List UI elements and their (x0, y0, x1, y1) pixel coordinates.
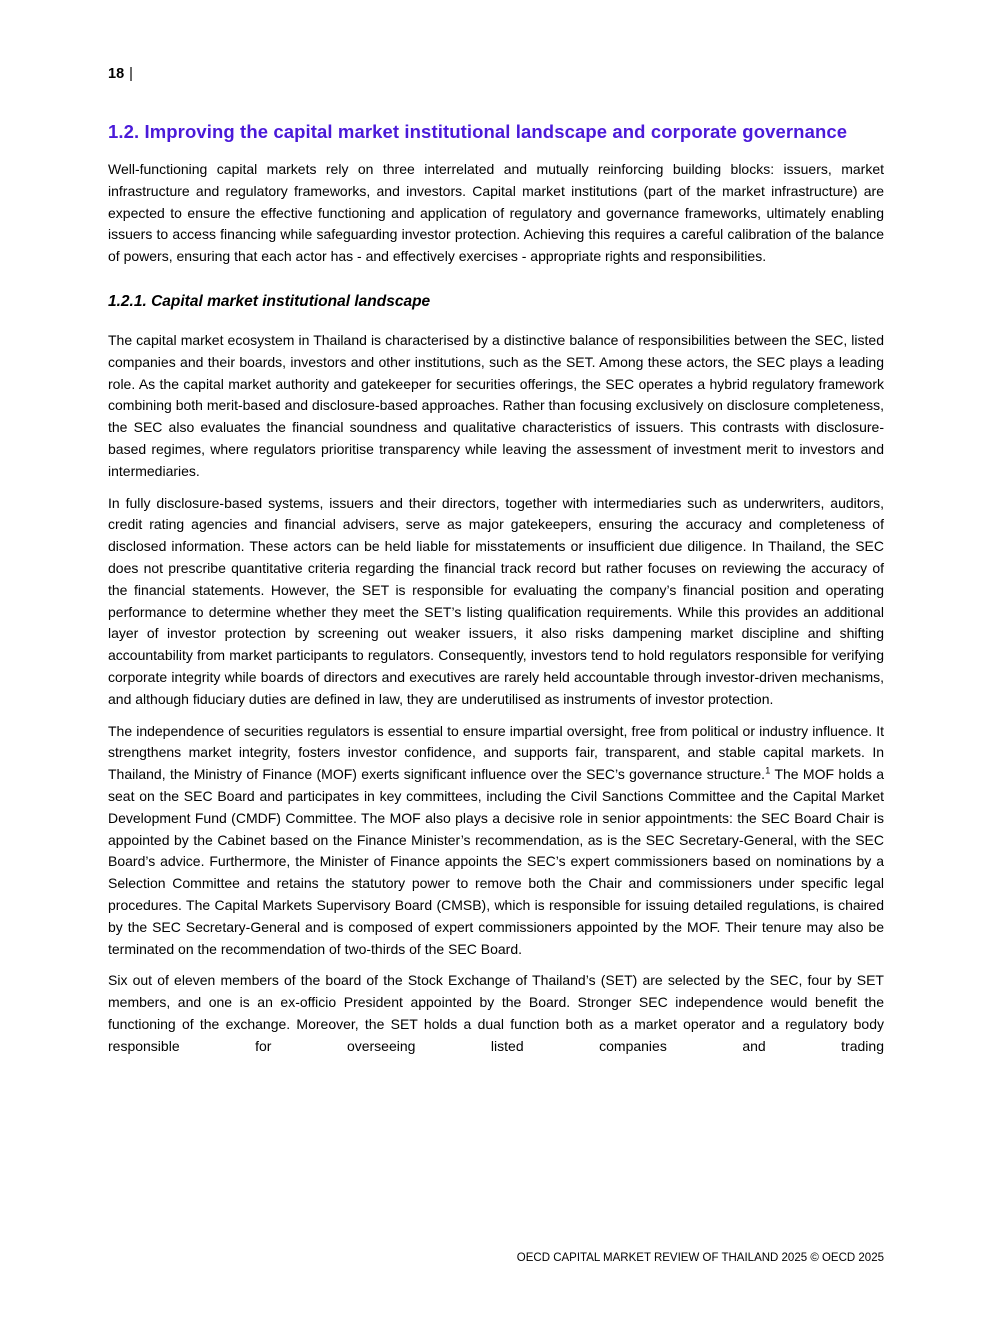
paragraph (108, 721, 884, 961)
paragraph: In fully disclosure-based systems, issuers and their directors, together with intermediaries such as underwriters, auditors, credit rating agencies and financial advisers, serve as major gatekeepers, ensuring the accuracy and completeness of disclosed information. These actors can be held liable for misstatements or insufficient due diligence. In Thailand, the SEC does not prescribe quantitative criteria regarding the financial track record but rather focuses on reviewing the accuracy of the financial statements. However, the SET is responsible for evaluating the company’s financial position and operating performance to determine whether they meet the SET’s listing qualification requirements. While this provides an additional layer of investor protection by screening out weaker issuers, it also risks dampening market discipline and shifting accountability from market participants to regulators. Consequently, investors tend to hold regulators responsible for verifying corporate integrity while boards of directors and executives are rarely held accountable through investor-driven mechanisms, and although fiduciary duties are defined in law, they are underutilised as instruments of investor protection. (108, 494, 884, 707)
section-heading: 1.2. Improving the capital market institutional landscape and corporate governance (108, 121, 848, 142)
intro-paragraph: Well-functioning capital markets rely on three interrelated and mutually reinforcing building blocks: issuers, market infrastructure and regulatory frameworks, and investors. Capital market institutions (part of the market infrastructure) are expected to ensure the effective functioning and application of regulatory and governance frameworks, ultimately enabling issuers to access financing while safeguarding investor protection. Achieving this requires a careful calibration of the balance of powers, ensuring that each actor has - and effectively exercises - appropriate rights and responsibilities. (108, 161, 884, 265)
page-number: 18 (108, 66, 125, 82)
paragraph: Six out of eleven members of the board of the Stock Exchange of Thailand’s (SET) are selected by the SEC, four by SET members, and one is an ex-officio President appointed by the Board. Stronger SEC independence would benefit the functioning of the exchange. Moreover, the SET holds a dual function both as a market operator and a regulatory body responsible for overseeing listed companies and trading (108, 972, 884, 1054)
page-number-separator: | (129, 66, 133, 82)
page-footer: OECD CAPITAL MARKET REVIEW OF THAILAND 2025 © OECD 2025 (516, 1252, 884, 1264)
subsection-heading: 1.2.1. Capital market institutional landscape (108, 292, 431, 310)
footnote-ref: 1 (765, 765, 771, 777)
paragraph-text: The independence of securities regulators is essential to ensure impartial oversight, free from political or industry influence. It strengthens market integrity, fosters investor confidence, and supports fair, transparent, and stable capital markets. In Thailand, the Ministry of Finance (MOF) exerts significant influence over the SEC’s governance structure. (108, 722, 884, 783)
paragraph-text: The MOF holds a seat on the SEC Board and participates in key committees, including the Civil Sanctions Committee and the Capital Market Development Fund (CMDF) Committee. The MOF also plays a decisive role in senior appointments: the SEC Board Chair is appointed by the Cabinet based on the Finance Minister’s recommendation, as is the SEC Secretary-General, with the SEC Board’s advice. Furthermore, the Minister of Finance appoints the SEC’s expert commissioners based on nominations by a Selection Committee and retains the statutory power to remove both the Chair and commissioners under specific legal procedures. The Capital Markets Supervisory Board (CMSB), which is responsible for issuing detailed regulations, is chaired by the SEC Secretary-General and is composed of expert commissioners appointed by the MOF. Their tenure may also be terminated on the recommendation of two-thirds of the SEC Board. (108, 766, 885, 957)
paragraph: The capital market ecosystem in Thailand is characterised by a distinctive balance of responsibilities between the SEC, listed companies and their boards, investors and other institutions, such as the SET. Among these actors, the SEC plays a leading role. As the capital market authority and gatekeeper for securities offerings, the SEC operates a hybrid regulatory framework combining both merit-based and disclosure-based approaches. Rather than focusing exclusively on disclosure completeness, the SEC also evaluates the financial soundness and qualitative characteristics of issuers. This contrasts with disclosure-based regimes, where regulators prioritise transparency while leaving the assessment of investment merit to investors and intermediaries. (108, 331, 884, 479)
page-header (108, 64, 884, 84)
